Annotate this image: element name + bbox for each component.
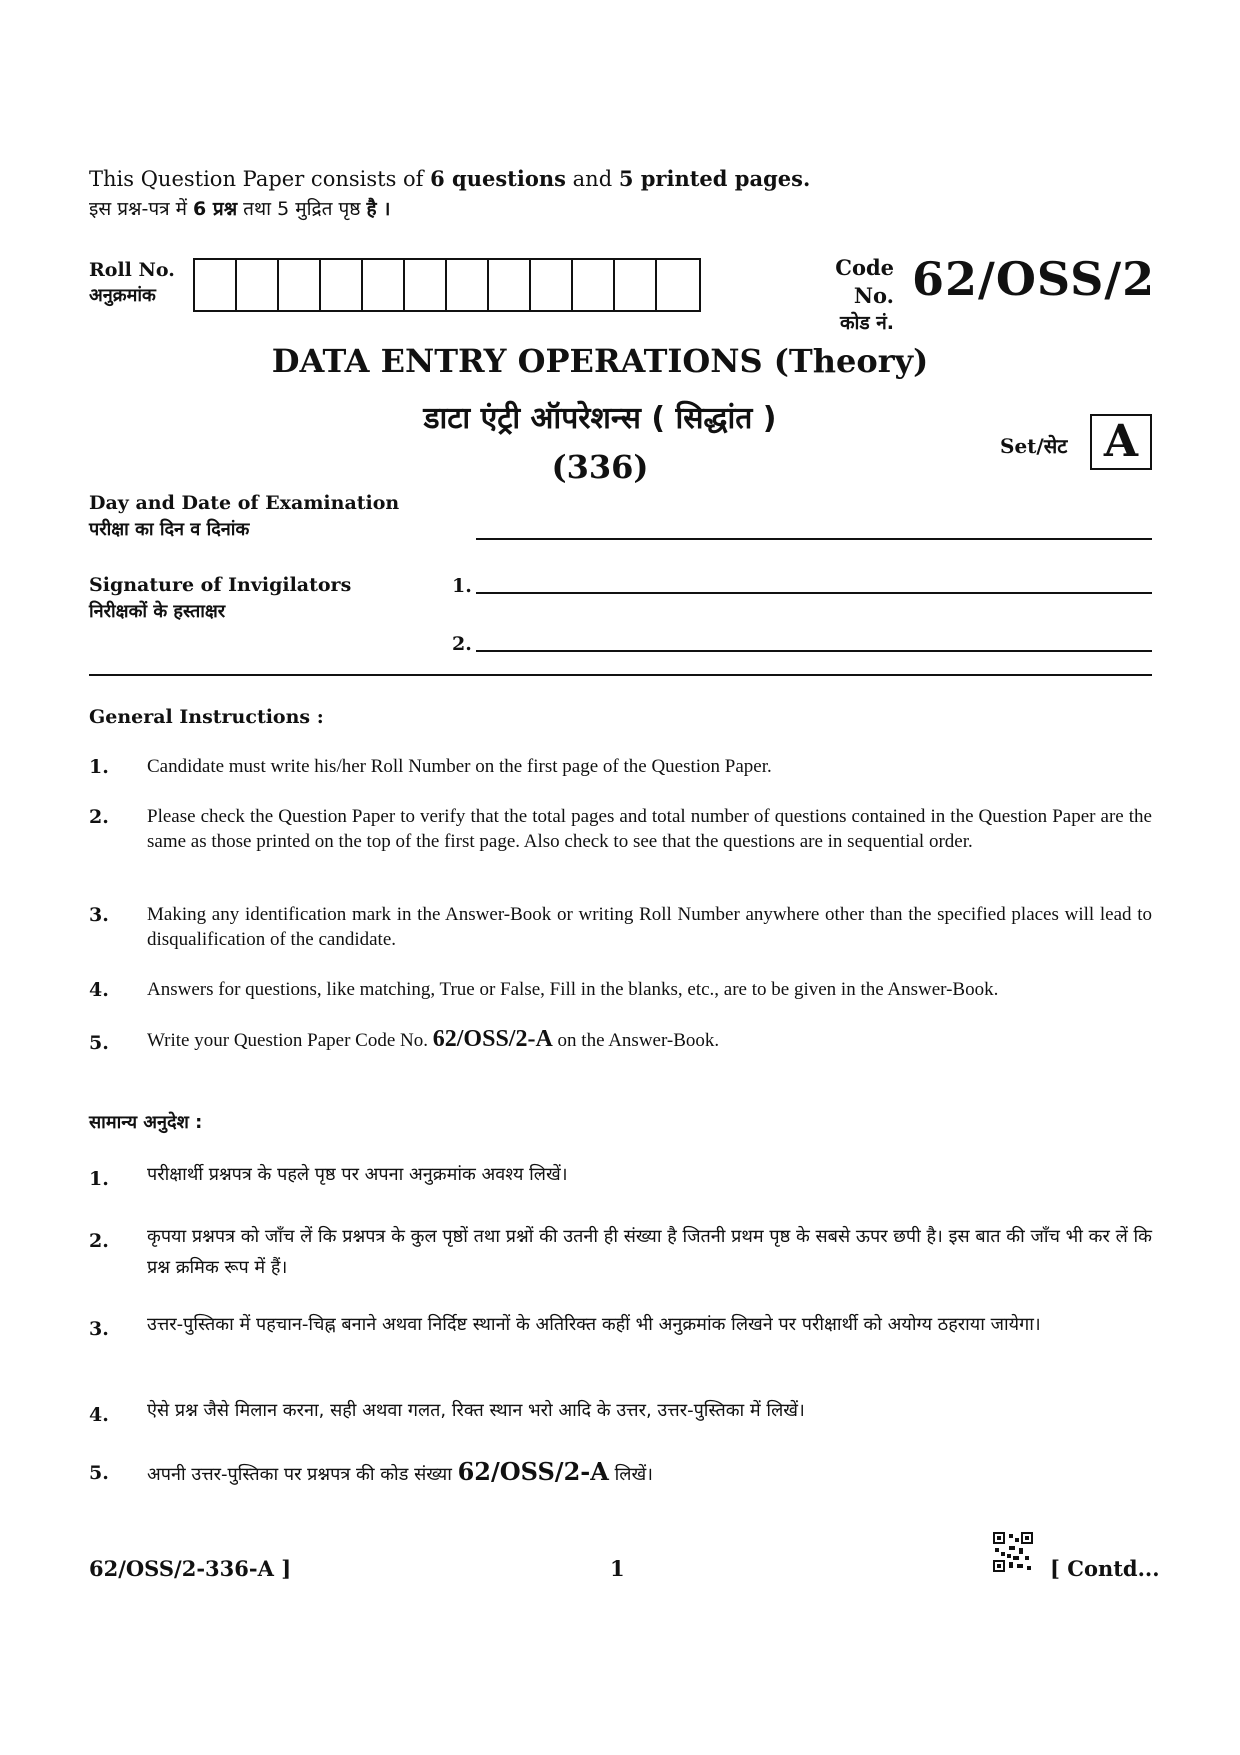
instruction-number: 1. [89, 756, 109, 778]
title-hindi: डाटा एंट्री ऑपरेशन्स ( सिद्धांत ) [423, 401, 777, 436]
title-english: DATA ENTRY OPERATIONS (Theory) [271, 342, 929, 380]
roll-number-grid[interactable] [193, 258, 701, 312]
roll-number-cell[interactable] [615, 260, 657, 310]
roll-number-cell[interactable] [237, 260, 279, 310]
intro-text: and [565, 167, 619, 191]
set-label: Set/सेट [1000, 434, 1068, 458]
invigilator-2-line[interactable] [476, 650, 1152, 652]
paper-code-inline: 62/OSS/2-A [432, 1026, 553, 1052]
code-label-en: Code No. [835, 255, 894, 309]
code-label [794, 254, 894, 336]
intro-questions: 6 प्रश्न [193, 198, 238, 220]
roll-label-en: Roll No. [89, 259, 175, 281]
intro-english [89, 168, 810, 190]
separator-line [89, 674, 1152, 676]
roll-label [89, 258, 175, 308]
roll-number-cell[interactable] [405, 260, 447, 310]
instruction-number: 5. [89, 1032, 109, 1054]
roll-label-hi: अनुक्रमांक [89, 284, 156, 306]
intro-hindi [89, 200, 390, 219]
instruction-text-part: लिखें। [608, 1464, 653, 1485]
instruction-text: उत्तर-पुस्तिका में पहचान-चिह्न बनाने अथवा निर्दिष्ट स्थानों के अतिरिक्त कहीं भी अनुक्रमांक लिखने पर परीक्षार्थी को अयोग्य ठहराया जायेगा। [147, 1314, 1041, 1335]
instruction-number: 4. [89, 1404, 109, 1426]
instruction-text: कृपया प्रश्नपत्र को जाँच लें कि प्रश्नपत्र के कुल पृष्ठों तथा प्रश्नों की उतनी ही संख्या है जितनी प्रथम पृष्ठ के सबसे ऊपर छपी है। इस बात की जाँच भी कर लें कि प्रश्न क्रमिक रूप में हैं। [147, 1226, 1152, 1278]
roll-number-cell[interactable] [447, 260, 489, 310]
intro-text: This Question Paper consists of [89, 167, 431, 191]
instruction-number: 4. [89, 979, 109, 1001]
invigilator-1-num: 1. [452, 575, 472, 597]
exam-date-label [89, 490, 399, 542]
instruction-text-part: Write your Question Paper Code No. [147, 1030, 433, 1051]
instruction-text: Candidate must write his/her Roll Number on the first page of the Question Paper. [147, 756, 772, 777]
instruction-number: 5. [89, 1462, 109, 1484]
roll-number-cell[interactable] [195, 260, 237, 310]
instruction-text [147, 1452, 1152, 1493]
instruction-text: परीक्षार्थी प्रश्नपत्र के पहले पृष्ठ पर अपना अनुक्रमांक अवश्य लिखें। [147, 1164, 568, 1185]
invigilator-label-hi: निरीक्षकों के हस्ताक्षर [89, 600, 226, 622]
exam-date-label-hi: परीक्षा का दिन व दिनांक [89, 518, 250, 540]
intro-text: इस प्रश्न-पत्र में [89, 198, 194, 220]
subject-code: (336) [551, 448, 649, 486]
roll-number-cell[interactable] [321, 260, 363, 310]
code-value: 62/OSS/2 [912, 252, 1156, 306]
roll-number-cell[interactable] [657, 260, 699, 310]
code-label-hi: कोड नं. [839, 311, 894, 334]
page-number: 1 [610, 1556, 625, 1581]
instruction-text: Please check the Question Paper to verify that the total pages and total number of questions contained in the Question Paper are the same as those printed on the top of the first page. Also check to see that the questions are in sequential order. [147, 806, 1152, 853]
exam-date-label-en: Day and Date of Examination [89, 492, 400, 514]
set-box: A [1090, 414, 1152, 470]
continued-label: [ Contd... [1050, 1556, 1160, 1581]
instruction-number: 3. [89, 1318, 109, 1340]
roll-number-cell[interactable] [573, 260, 615, 310]
roll-number-cell[interactable] [489, 260, 531, 310]
intro-pages: 5 printed pages. [618, 166, 811, 191]
invigilator-2-num: 2. [452, 633, 472, 655]
instruction-text-part: on the Answer-Book. [552, 1030, 720, 1051]
instruction-number: 2. [89, 1230, 109, 1252]
invigilator-1-line[interactable] [476, 592, 1152, 594]
instruction-number: 1. [89, 1168, 109, 1190]
roll-number-cell[interactable] [363, 260, 405, 310]
instruction-text: Answers for questions, like matching, True or False, Fill in the blanks, etc., are to be given in the Answer-Book. [147, 979, 999, 1000]
instruction-text: ऐसे प्रश्न जैसे मिलान करना, सही अथवा गलत, रिक्त स्थान भरो आदि के उत्तर, उत्तर-पुस्तिका में लिखें। [147, 1400, 805, 1421]
intro-text: तथा 5 मुद्रित पृष्ठ [237, 198, 367, 220]
qr-code-icon [993, 1532, 1033, 1572]
instruction-text: Making any identification mark in the Answer-Book or writing Roll Number anywhere other than the specified places will lead to disqualification of the candidate. [147, 904, 1152, 951]
hindi-instructions-title: सामान्य अनुदेश : [89, 1112, 203, 1133]
invigilator-label [89, 572, 351, 624]
intro-questions: 6 questions [430, 166, 566, 191]
exam-date-line[interactable] [476, 538, 1152, 540]
roll-number-cell[interactable] [531, 260, 573, 310]
instruction-text-part: अपनी उत्तर-पुस्तिका पर प्रश्नपत्र की कोड संख्या [147, 1464, 458, 1485]
paper-code-inline: 62/OSS/2-A [457, 1457, 609, 1486]
roll-number-cell[interactable] [279, 260, 321, 310]
general-instructions-title: General Instructions : [89, 706, 324, 728]
instruction-number: 3. [89, 904, 109, 926]
intro-text: है । [366, 198, 391, 220]
instruction-text [147, 1024, 1152, 1056]
instruction-number: 2. [89, 806, 109, 828]
footer-paper-code: 62/OSS/2-336-A ] [89, 1556, 292, 1581]
invigilator-label-en: Signature of Invigilators [89, 574, 352, 596]
